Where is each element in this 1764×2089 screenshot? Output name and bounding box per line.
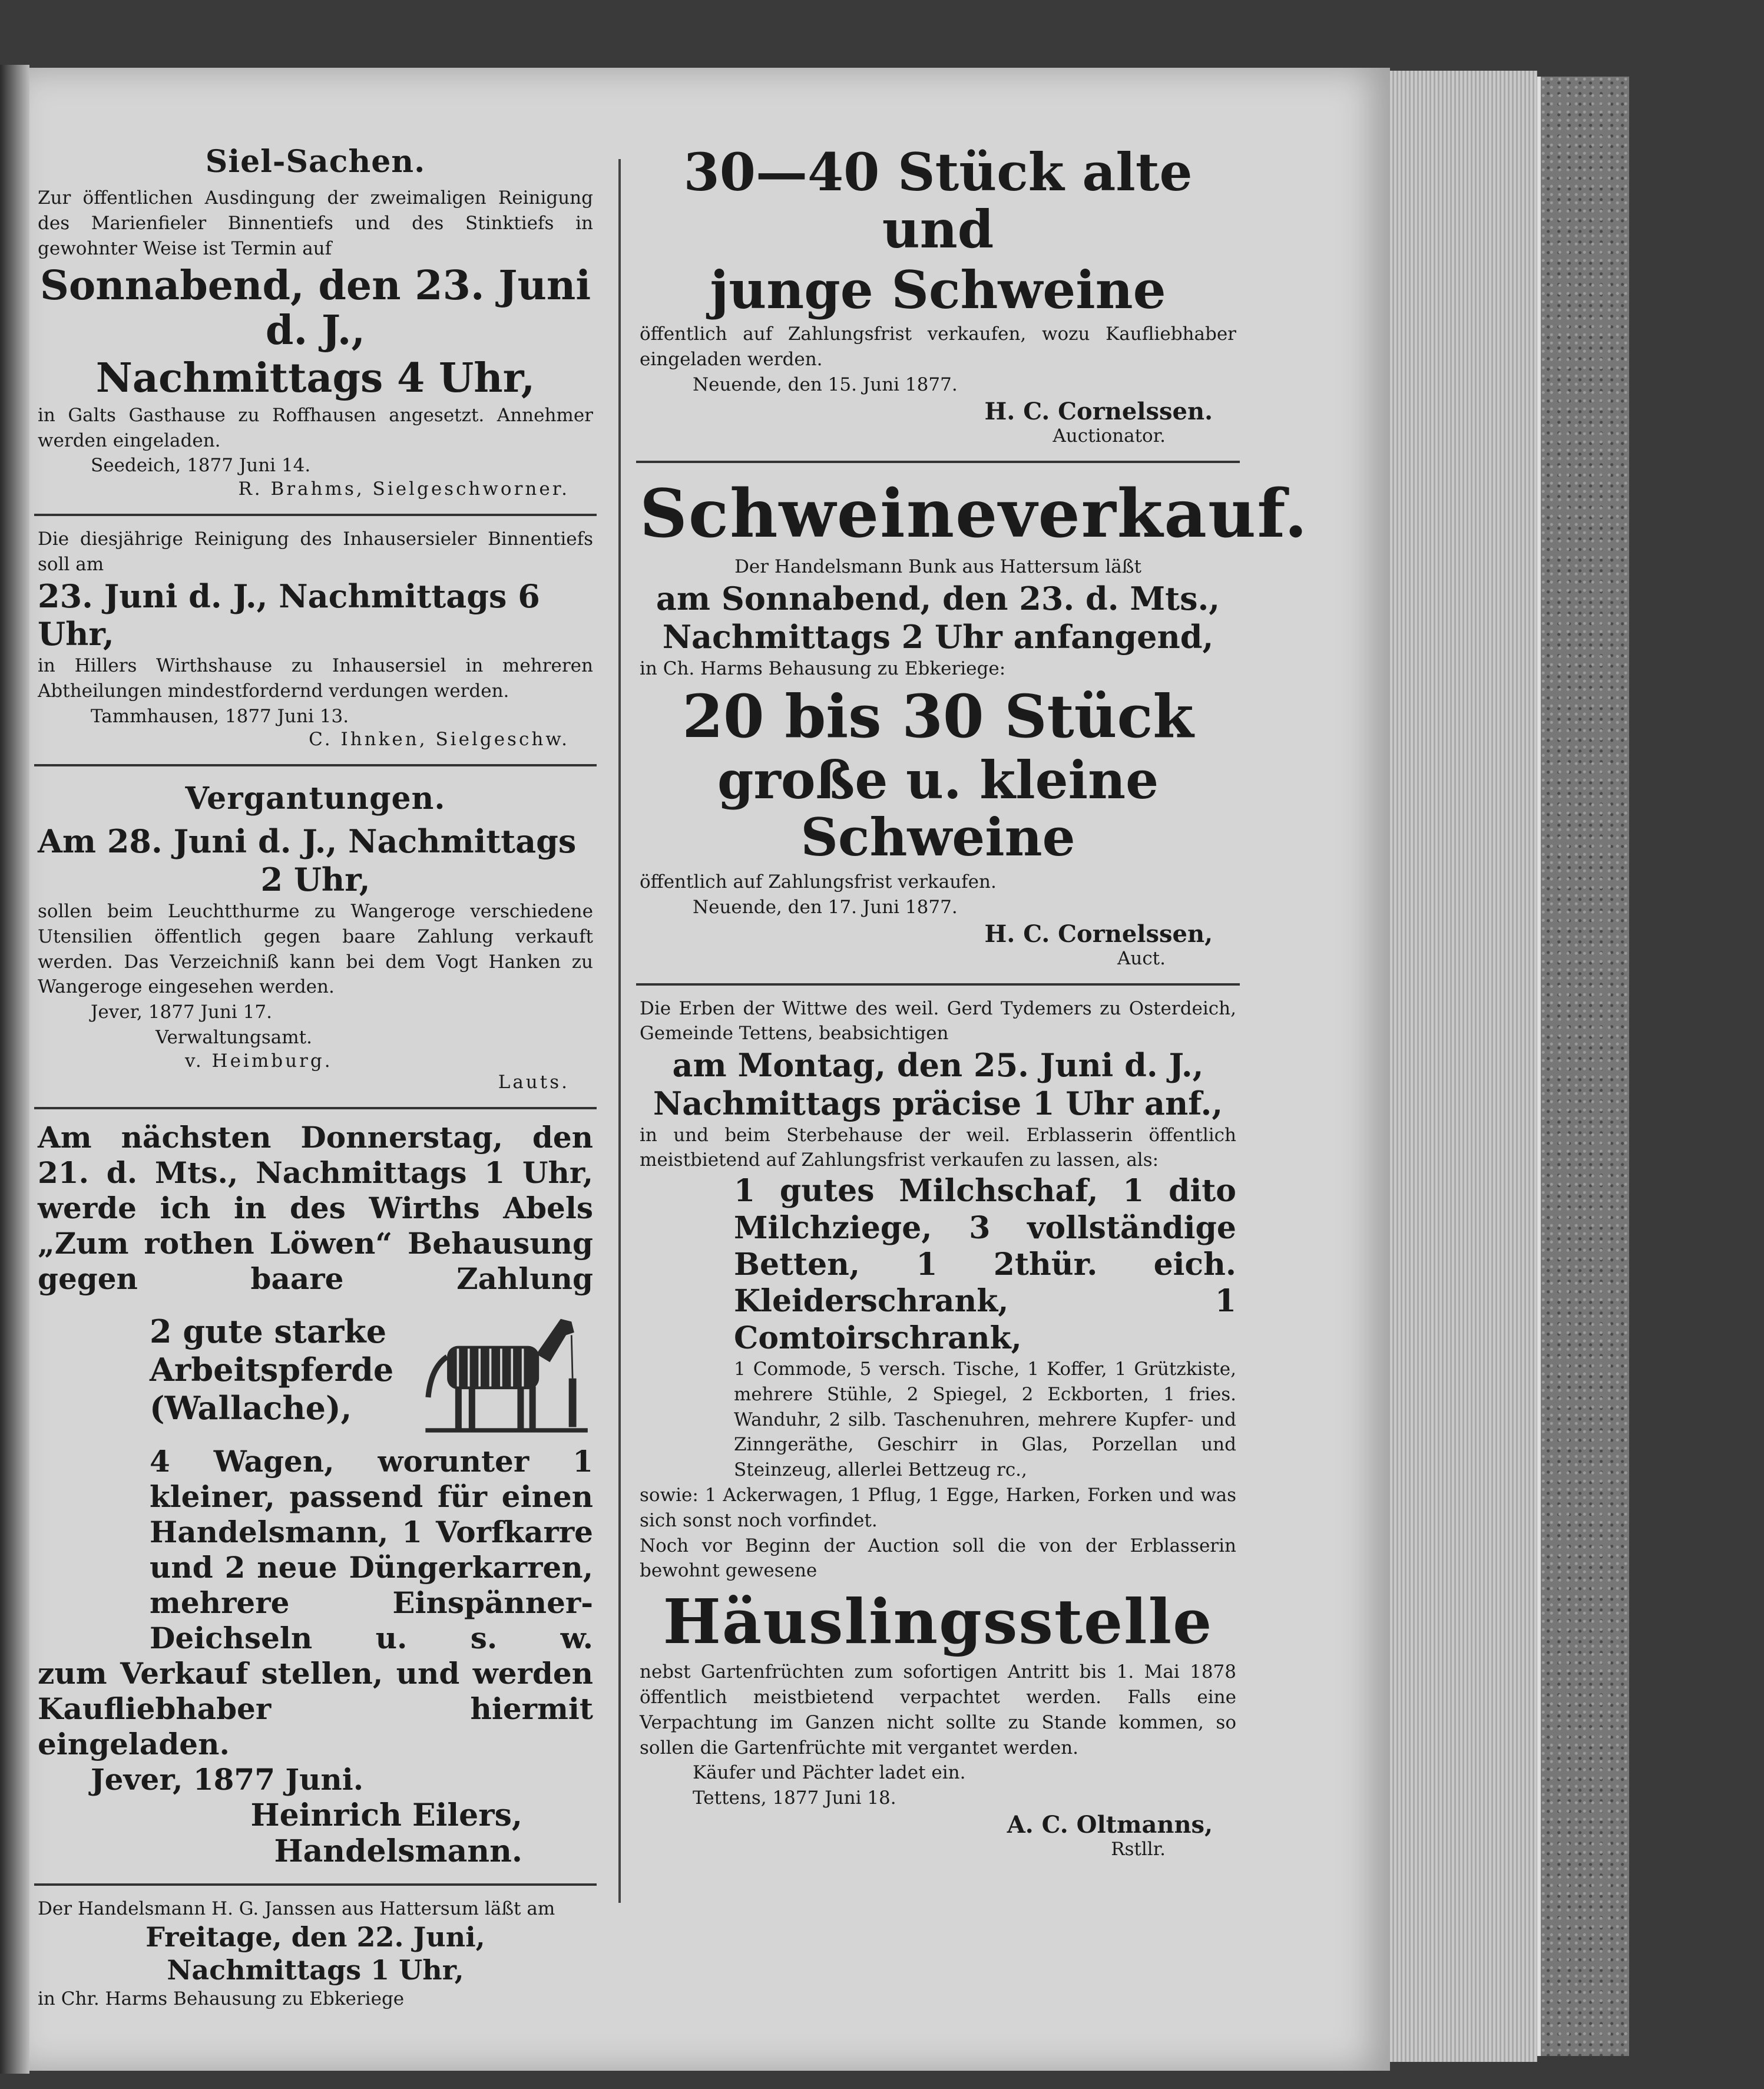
ad-intro: Der Handelsmann H. G. Janssen aus Hattersum läßt am xyxy=(38,1898,555,1919)
ad-intro: Die diesjährige Reinigung des Inhausersieler Binnentiefs soll am xyxy=(38,528,593,575)
ad-name: H. C. Cornelssen, xyxy=(984,920,1213,948)
ad-place-date: Seedeich, 1877 Juni 14. xyxy=(91,455,311,477)
ad-wagons: 4 Wagen, worunter 1 kleiner, passend für einen Handelsmann, 1 Vorfkarre und 2 neue Düngerkarren, mehrere Einspänner-Deichseln u. s. w. xyxy=(150,1443,593,1655)
ad-headline-2: junge Schweine xyxy=(710,259,1166,320)
ad-invite: Käufer und Pächter ladet ein. xyxy=(693,1762,966,1784)
ad-place-date: Neuende, den 15. Juni 1877. xyxy=(693,373,958,395)
left-column xyxy=(34,135,597,2020)
ad-items-bold: 1 gutes Milchschaf, 1 dito Milchziege, 3 vollständige Betten, 1 2thür. eich. Kleiderschrank, 1 Comtoirschrank, xyxy=(734,1173,1236,1356)
ad-siel-sachen xyxy=(34,135,597,508)
divider-rule xyxy=(636,461,1240,463)
divider-rule xyxy=(34,1883,597,1886)
ad-count-line: 20 bis 30 Stück xyxy=(682,682,1194,752)
ad-signature-1: v. Heimburg. xyxy=(185,1050,333,1072)
ad-intro: Zur öffentlichen Ausdingung der zweimaligen Reinigung des Marienfieler Binnentiefs und des Stinktiefs in gewohnter Weise ist Termin auf xyxy=(38,187,593,259)
ad-role: Auctionator. xyxy=(1053,425,1166,447)
ad-place-date: Jever, 1877 Juni. xyxy=(91,1761,364,1797)
ad-inhausersiel xyxy=(34,522,597,758)
ad-name: H. C. Cornelssen. xyxy=(984,397,1213,425)
ad-intro: Am nächsten Donnerstag, den 21. d. Mts., Nachmittags 1 Uhr, werde ich in des Wirths Abels „Zum rothen Löwen“ Behausung gegen baare Zahlung xyxy=(38,1119,593,1296)
ad-place-date: Neuende, den 17. Juni 1877. xyxy=(693,896,958,918)
ad-place-date: Tammhausen, 1877 Juni 13. xyxy=(91,705,349,727)
ad-time-line: Nachmittags präcise 1 Uhr anf., xyxy=(653,1084,1223,1122)
divider-rule xyxy=(34,764,597,766)
book-page-edges xyxy=(1390,71,1537,2062)
ad-signature: R. Brahms, Sielgeschworner. xyxy=(238,478,570,500)
ad-heading: Siel-Sachen. xyxy=(205,144,426,180)
ad-time-line: Nachmittags 2 Uhr anfangend, xyxy=(662,617,1214,656)
ad-goods-line: große u. kleine Schweine xyxy=(717,749,1159,868)
horse-listing xyxy=(150,1297,593,1444)
book-gutter xyxy=(0,65,29,2074)
ad-body: in und beim Sterbehause der weil. Erblasserin öffentlich meistbietend auf Zahlungsfrist verkaufen zu lassen, als: xyxy=(640,1124,1236,1171)
ad-signature-2: Lauts. xyxy=(498,1071,570,1093)
ad-time-line: Nachmittags 1 Uhr, xyxy=(167,1954,464,1986)
ad-time-line: Nachmittags 4 Uhr, xyxy=(95,354,535,402)
ad-date-line: Freitage, den 22. Juni, xyxy=(145,1921,485,1954)
ad-date-line: 23. Juni d. J., Nachmittags 6 Uhr, xyxy=(38,577,540,653)
ad-vergantungen xyxy=(34,772,597,1100)
divider-rule xyxy=(34,514,597,516)
ad-office: Verwaltungsamt. xyxy=(155,1026,312,1048)
ad-intro: Der Handelsmann Bunk aus Hattersum läßt xyxy=(734,556,1141,578)
horse-illustration-icon xyxy=(415,1297,593,1444)
ad-alte-schweine xyxy=(636,135,1240,455)
ad-body: öffentlich auf Zahlungsfrist verkaufen. xyxy=(640,871,997,893)
ad-closing: zum Verkauf stellen, und werden Kaufliebhaber hiermit eingeladen. xyxy=(38,1655,593,1761)
divider-rule xyxy=(636,983,1240,986)
ad-name: Heinrich Eilers, xyxy=(250,1797,522,1833)
ad-notice: Noch vor Beginn der Auction soll die von der Erblasserin bewohnt gewesene xyxy=(640,1535,1236,1582)
book-binding xyxy=(1537,77,1629,2056)
ad-janssen xyxy=(34,1892,597,2020)
ad-body: in Chr. Harms Behausung zu Ebkeriege xyxy=(38,1988,405,2009)
ad-items-more: sowie: 1 Ackerwagen, 1 Pflug, 1 Egge, Harken, Forken und was sich sonst noch vorfindet. xyxy=(640,1484,1236,1531)
ad-heading: Schweineverkauf. xyxy=(640,475,1309,553)
ad-place: in Ch. Harms Behausung zu Ebkeriege: xyxy=(640,657,1006,679)
ad-role: Handelsmann. xyxy=(274,1833,522,1869)
ad-headline: Häuslingsstelle xyxy=(663,1585,1213,1658)
ad-heading: Vergantungen. xyxy=(185,781,446,817)
ad-headline-1: 30—40 Stück alte und xyxy=(683,141,1193,260)
ad-place-date: Jever, 1877 Juni 17. xyxy=(91,1001,272,1023)
ad-role: Auct. xyxy=(1117,947,1166,969)
right-column xyxy=(636,135,1309,1868)
divider-rule xyxy=(34,1107,597,1109)
ad-eilers-horses xyxy=(34,1115,597,1878)
ad-date-line: Sonnabend, den 23. Juni d. J., xyxy=(39,262,591,355)
ad-horses: 2 gute starke Arbeitspferde (Wallache), xyxy=(150,1313,394,1427)
ad-date-line: Am 28. Juni d. J., Nachmittags xyxy=(38,822,577,861)
ad-body: in Hillers Wirthshause zu Inhausersiel in mehreren Abtheilungen mindestfordernd verdungen werden. xyxy=(38,655,593,702)
ad-body: sollen beim Leuchtthurme zu Wangeroge verschiedene Utensilien öffentlich gegen baare Zahlung verkauft werden. Das Verzeichniß kann bei dem Vogt Hanken zu Wangeroge eingesehen werden. xyxy=(38,901,593,998)
ad-schweineverkauf xyxy=(636,469,1309,977)
ad-date-line: am Montag, den 25. Juni d. J., xyxy=(672,1046,1204,1085)
column-divider xyxy=(618,159,621,1903)
ad-name: A. C. Oltmanns, xyxy=(1007,1810,1213,1839)
ad-body: in Galts Gasthause zu Roffhausen angesetzt. Annehmer werden eingeladen. xyxy=(38,404,593,451)
ad-intro: Die Erben der Wittwe des weil. Gerd Tydemers zu Osterdeich, Gemeinde Tettens, beabsichtigen xyxy=(640,997,1236,1044)
ad-body: öffentlich auf Zahlungsfrist verkaufen, wozu Kaufliebhaber eingeladen werden. xyxy=(640,323,1236,371)
ad-time-line: 2 Uhr, xyxy=(260,861,370,899)
ad-role: Rstllr. xyxy=(1111,1838,1166,1860)
ad-place-date: Tettens, 1877 Juni 18. xyxy=(693,1787,896,1809)
ad-body-2: nebst Gartenfrüchten zum sofortigen Antritt bis 1. Mai 1878 öffentlich meistbietend verpachtet werden. Falls eine Verpachtung im Ganzen nicht sollte zu Stande kommen, so sollen die Gartenfrüchte mit vergantet werden. xyxy=(640,1661,1236,1759)
ad-tydemers-auction xyxy=(636,991,1240,1868)
ad-signature: C. Ihnken, Sielgeschw. xyxy=(309,729,570,751)
ad-date-line: am Sonnabend, den 23. d. Mts., xyxy=(656,580,1220,618)
ad-items-small: 1 Commode, 5 versch. Tische, 1 Koffer, 1 Grützkiste, mehrere Stühle, 2 Spiegel, 2 Eckborten, 1 fries. Wanduhr, 2 silb. Taschenuhren, mehrere Kupfer- und Zinngeräthe, Geschirr in Glas, Porzellan und Steinzeug, allerlei Bettzeug rc., xyxy=(734,1358,1236,1481)
